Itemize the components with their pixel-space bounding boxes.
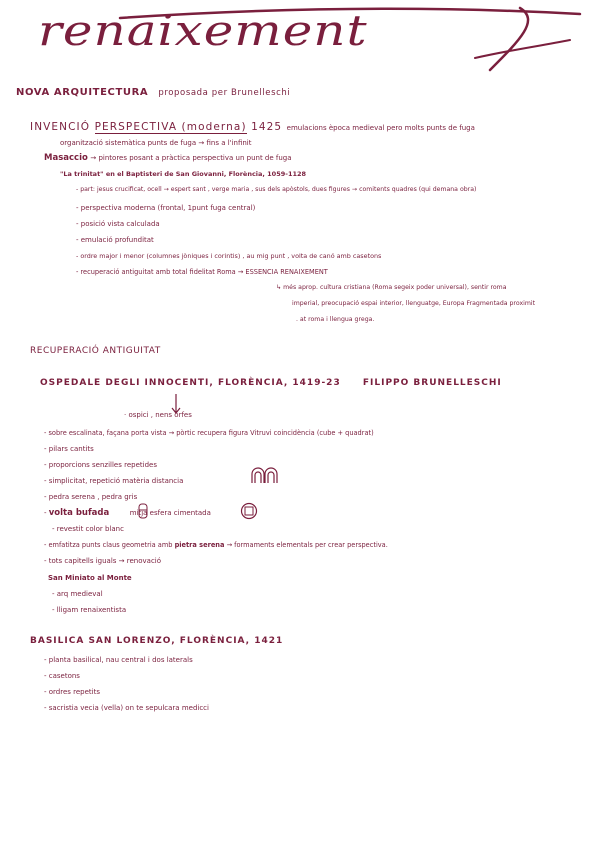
vault-icon (138, 503, 148, 519)
s1-bullet-3: - emulació profunditat (76, 236, 154, 244)
s3-bullet-1: - casetons (44, 672, 80, 680)
dome-icon (240, 502, 258, 520)
s1-masaccio: Masaccio (44, 153, 88, 163)
s1-note-1: ↳ més aprop. cultura cristiana (Roma segeix poder universal), sentir roma (276, 284, 507, 291)
s2-author: FILIPPO BRUNELLESCHI (362, 378, 502, 388)
s1-masaccio-line (44, 153, 292, 163)
s1-line-e: organització sistemàtica punts de fuga → fins a l'infinit (60, 139, 252, 147)
s2-ospedale (40, 378, 502, 388)
s1-heading-b: PERSPECTIVA (moderna) (94, 121, 247, 133)
s1-bullet-2: - posició vista calculada (76, 220, 160, 228)
s2-volta-line: - volta bufada mitja esfera cimentada (44, 508, 211, 518)
s1-bullet-4: - ordre major i menor (columnes jòniques i corintis) , au mig punt , volta de canó amb casetons (76, 252, 382, 260)
s1-masaccio-text: → pintores posant a pràctica perspectiva un punt de fuga (90, 154, 292, 162)
s3-heading: BASILICA SAN LORENZO, FLORÈNCIA, 1421 (30, 636, 284, 646)
s1-bullet-1: - perspectiva moderna (frontal, 1punt fuga central) (76, 204, 256, 212)
s1-bullet-5: - recuperació antiguitat amb total fidelitat Roma → ESSENCIA RENAIXEMENT (76, 268, 328, 276)
s1-heading-d: emulacions època medieval pero molts punts de fuga (286, 124, 475, 132)
s1-heading (30, 122, 475, 133)
s2-ospici: · ospici , nens orfes (124, 411, 192, 419)
s1-note-2: imperial, preocupació espai interior, llenguatge, Europa Fragmentada proximit (292, 300, 535, 307)
s2-bullet-0: - sobre escalinata, façana porta vista → pòrtic recupera figura Vitruvi coincidència (cube + quadrat) (44, 429, 374, 437)
s1-bullet-0: - part: jesus crucificat, ocell → espert sant , verge maria , sus dels apòstols, dues figures → comitents quadres (qui demana obra) (76, 186, 477, 193)
s1-note-3: . at roma i llengua grega. (296, 316, 375, 323)
s2-volta: volta bufada (48, 508, 110, 518)
s2-volta-rest: mitja esfera cimentada (129, 509, 211, 517)
s2-ospedale-text: OSPEDALE DEGLI INNOCENTI, FLORÈNCIA, 1419-23 (40, 378, 341, 388)
s2-bullet2-2: - tots capitells iguals → renovació (44, 557, 162, 565)
main-heading (16, 88, 290, 98)
arches-icon (250, 466, 280, 484)
s2-pietra: pietra serena (174, 541, 225, 549)
s1-trinitat: "La trinitat" en el Baptisteri de San Giovanni, Florència, 1059-1128 (60, 170, 307, 178)
main-heading-text: NOVA ARQUITECTURA (16, 87, 149, 98)
s2-pietra-line (44, 540, 388, 550)
page-title: renaixement (38, 6, 368, 56)
s2-bullet-1: - pilars cantits (44, 445, 94, 453)
s1-heading-a: INVENCIÓ (30, 121, 91, 133)
title-block (20, 0, 590, 78)
s2-heading: RECUPERACIÓ ANTIGUITAT (30, 346, 161, 356)
s2-miniato-bullet-0: - arq medieval (52, 590, 103, 598)
s3-bullet-3: - sacristia vecia (vella) on te sepulcara medicci (44, 704, 209, 712)
s3-bullet-0: - planta basilical, nau central i dos laterals (44, 656, 193, 664)
main-heading-sub: proposada per Brunelleschi (158, 88, 291, 98)
s2-miniato: San Miniato al Monte (48, 574, 132, 582)
s2-bullet2-1: - emfatitza punts claus geometria amb (44, 541, 173, 549)
s2-bullet-3: - simplicitat, repetició matèria distancia (44, 477, 184, 485)
s2-bullet-2: - proporcions senzilles repetides (44, 461, 157, 469)
s2-bullet-4: - pedra serena , pedra gris (44, 493, 138, 501)
s1-heading-c: 1425 (251, 121, 283, 133)
s2-miniato-bullet-1: - lligam renaixentista (52, 606, 127, 614)
s3-bullet-2: - ordres repetits (44, 688, 100, 696)
s2-pietra-rest: → formaments elementals per crear perspectiva. (226, 541, 388, 549)
s2-bullet2-0: - revestit color blanc (52, 525, 124, 533)
